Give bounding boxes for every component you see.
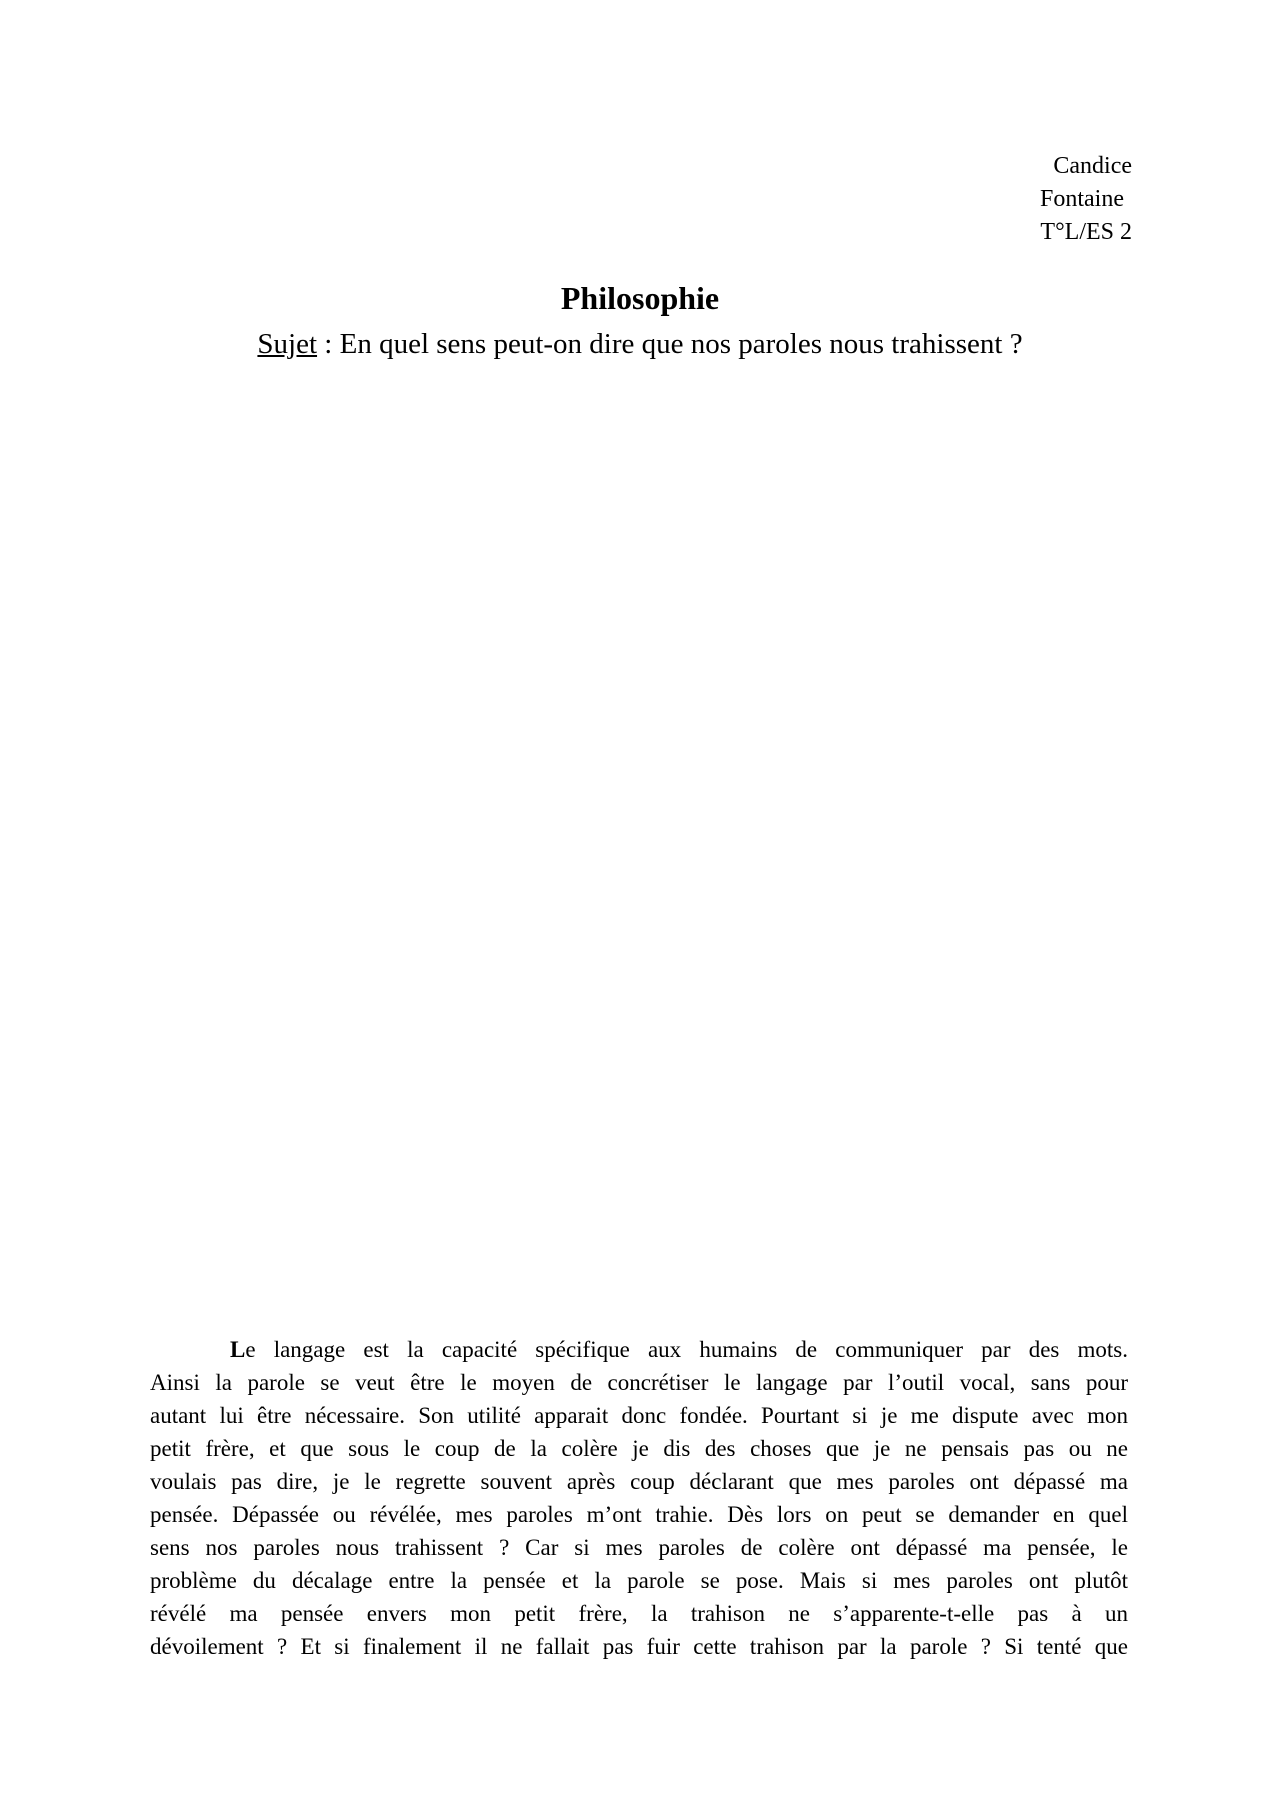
body-line: Ainsi la parole se veut être le moyen de concrétiser le langage par l’outil vocal, sans pour <box>150 1370 1128 1395</box>
author-class: T°L/ES 2 <box>1040 219 1132 245</box>
author-first-name: Candice <box>1053 153 1132 179</box>
subject-label: Sujet <box>257 328 318 360</box>
body-line: petit frère, et que sous le coup de la colère je dis des choses que je ne pensais pas ou ne <box>150 1436 1128 1461</box>
author-block <box>960 150 1132 249</box>
subject-line <box>0 324 1280 364</box>
body-line: pensée. Dépassée ou révélée, mes paroles m’ont trahie. Dès lors on peut se demander en quel <box>150 1502 1128 1527</box>
body-line: voulais pas dire, je le regrette souvent après coup déclarant que mes paroles ont dépassé ma <box>150 1469 1128 1494</box>
page-title: Philosophie <box>560 280 720 316</box>
body-line: autant lui être nécessaire. Son utilité apparait donc fondée. Pourtant si je me dispute avec mon <box>150 1403 1128 1428</box>
first-letter: L <box>230 1337 246 1362</box>
body-line: problème du décalage entre la pensée et la parole se pose. Mais si mes paroles ont plutôt <box>150 1568 1128 1593</box>
body-line: dévoilement ? Et si finalement il ne fallait pas fuir cette trahison par la parole ? Si tenté que <box>150 1634 1128 1659</box>
body-paragraph <box>150 1333 1128 1663</box>
body-line: sens nos paroles nous trahissent ? Car si mes paroles de colère ont dépassé ma pensée, le <box>150 1535 1128 1560</box>
author-last-name: Fontaine <box>1040 186 1124 212</box>
body-line: révélé ma pensée envers mon petit frère, la trahison ne s’apparente-t-elle pas à un <box>150 1601 1128 1626</box>
subject-separator: : <box>317 328 340 360</box>
subject-question: En quel sens peut-on dire que nos paroles nous trahissent ? <box>339 328 1023 360</box>
body-line <box>150 1333 1128 1366</box>
body-line-text: e langage est la capacité spécifique aux humains de communiquer par des mots. <box>245 1337 1128 1362</box>
